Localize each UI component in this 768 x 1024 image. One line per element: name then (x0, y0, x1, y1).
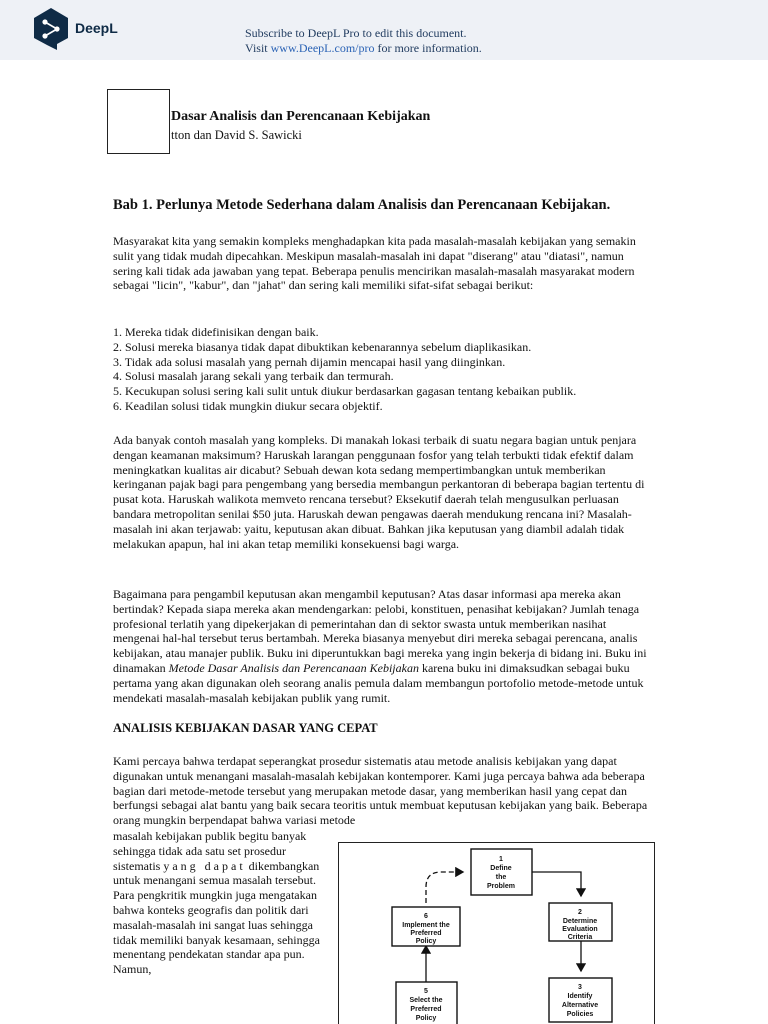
step-3-line-1: Identify (567, 993, 593, 1000)
step-3-line-3: Policies (566, 1011, 594, 1018)
book-title-italic: Metode Dasar Analisis dan Perencanaan Kebijakan (168, 660, 419, 675)
step-5-num: 5 (424, 988, 428, 995)
step-3-line-2: Alternative (561, 1002, 599, 1009)
step-6-line-3: Policy (415, 938, 437, 945)
chapter-heading: Bab 1. Perlunya Metode Sederhana dalam Analisis dan Perencanaan Kebijakan. (113, 197, 611, 213)
step-3-num: 3 (578, 984, 582, 991)
list-item: 2. Solusi mereka biasanya tidak dapat dibuktikan kebenarannya sebelum diaplikasikan. (113, 339, 532, 354)
step-2-line-2: Evaluation (562, 926, 598, 933)
notice-line-2 (245, 41, 482, 56)
step-1-line-3: Problem (486, 883, 516, 890)
step-5-line-1: Select the (409, 997, 443, 1004)
document-title: Dasar Analisis dan Perencanaan Kebijakan (171, 109, 431, 124)
list-item: 1. Mereka tidak didefinisikan dengan baik. (113, 325, 319, 339)
step-2-num: 2 (578, 909, 582, 916)
document-page (0, 60, 768, 1024)
list-item: 6. Keadilan solusi tidak mungkin diukur secara objektif. (113, 398, 383, 413)
properties-list (113, 325, 576, 414)
list-item: 4. Solusi masalah jarang sekali yang terbaik dan termurah. (113, 369, 394, 384)
deepl-pro-link[interactable]: www.DeepL.com/pro (270, 40, 375, 55)
paragraph-1: Masyarakat kita yang semakin kompleks menghadapkan kita pada masalah-masalah kebijakan yang semakin sulit yang tidak mudah dipecahkan. Meskipun masalah-masalah ini dapat "diserang" atau "diatasi", namun sering kali tidak ada jawaban yang tepat. Beberapa penulis mencirikan masalah-masalah masyarakat modern sebagai "licin", "kabur", dan "jahat" dan sering kali memiliki sifat-sifat sebagai berikut: (113, 234, 636, 293)
step-6-line-2: Preferred (410, 930, 442, 937)
step-1-line-1: Define (490, 865, 512, 872)
image-placeholder (107, 89, 170, 154)
step-1-line-2: the (495, 874, 507, 881)
arrow-6-to-1-dashed (426, 872, 463, 903)
notice-line-1: Subscribe to DeepL Pro to edit this document. (245, 26, 467, 40)
step-2-line-3: Criteria (567, 934, 593, 941)
subscribe-notice (245, 26, 482, 55)
policy-process-diagram (339, 843, 656, 1024)
document-authors: tton dan David S. Sawicki (171, 128, 302, 142)
step-5-line-2: Preferred (410, 1006, 442, 1013)
p5-text-b: dikembangkan untuk menangani semua masalah tersebut. Para pengkritik mungkin juga mengatakan bahwa konteks geografis dan politik dari masalah-masalah ini sangat luas sehingga tidak memiliki banyak kesamaan, sehingga menentang pendekatan standar apa pun. Namun, (113, 858, 320, 977)
p5-spaced-text: yang dapat (163, 858, 246, 873)
step-5-line-3: Policy (415, 1015, 437, 1022)
step-6-num: 6 (424, 913, 428, 920)
paragraph-4: Kami percaya bahwa terdapat seperangkat prosedur sistematis atau metode analisis kebijakan yang dapat digunakan untuk menangani masalah-masalah kebijakan kontemporer. Kami juga percaya bahwa ada beberapa bagian dari metode-metode tersebut yang merupakan metode dasar, yang memberikan hasil yang cepat dan berfungsi sebagai alat bantu yang baik secara teoritis untuk membuat keputusan kebijakan yang baik. Beberapa orang mungkin berpendapat bahwa variasi metode (113, 754, 648, 828)
p5-text-a: masalah kebijakan publik begitu banyak sehingga tidak ada satu set prosedur sistematis (113, 829, 307, 873)
p3-text-b: karena buku ini dimaksudkan sebagai buku pertama yang akan digunakan oleh seorang analis pemula dalam membangun portofolio metode-metode untuk mendekati masalah-masalah kebijakan publik yang rumit. (113, 660, 644, 705)
step-1-num: 1 (499, 856, 503, 863)
notice-suffix: for more information. (374, 40, 482, 55)
list-item: 3. Tidak ada solusi masalah yang pernah dijamin mencapai hasil yang diinginkan. (113, 354, 506, 369)
section-heading: ANALISIS KEBIJAKAN DASAR YANG CEPAT (113, 721, 378, 735)
policy-process-figure (338, 842, 655, 1024)
arrow-1-to-2 (532, 872, 581, 896)
paragraph-3 (113, 587, 653, 705)
brand-name: DeepL (75, 20, 118, 36)
notice-prefix: Visit (245, 40, 271, 55)
list-item: 5. Kecukupan solusi sering kali sulit untuk diukur berdasarkan gagasan tentang kebaikan publik. (113, 384, 577, 399)
p3-text-a: Bagaimana para pengambil keputusan akan mengambil keputusan? Atas dasar informasi apa mereka akan bertindak? Kepada siapa mereka akan mendengarkan: pelobi, konstituen, penasihat kebijakan? Jumlah tenaga profesional terlatih yang dipekerjakan di pemerintahan dan di sektor swasta untuk memberikan nasihat mengenai hal-hal tersebut terus bertambah. Mereka biasanya menyebut diri mereka sebagai perencana, analis kebijakan, atau manajer publik. Buku ini diperuntukkan bagi mereka yang ingin bekerja di bidang ini. Buku ini dinamakan (113, 587, 647, 675)
paragraph-2: Ada banyak contoh masalah yang kompleks. Di manakah lokasi terbaik di suatu negara bagian untuk penjara dengan keamanan maksimum? Haruskah larangan penggunaan fosfor yang telah terbukti tidak efektif dalam meningkatkan kualitas air dicabut? Sebuah dewan kota sedang mempertimbangkan untuk memberikan keringanan pajak bagi para pengembang yang bersedia membangun perkantoran di beberapa bagian tertentu di pusat kota. Haruskah walikota memveto rencana tersebut? Eksekutif daerah telah mengusulkan perluasan bandara metropolitan senilai $50 juta. Haruskah dewan pengawas daerah mendukung rencana ini? Masalah-masalah ini akan terjawab: yaitu, keputusan akan dibuat. Bahkan jika keputusan yang diambil adalah tidak melakukan apapun, hal ini akan tetap memiliki konsekuensi bagi warga. (113, 433, 645, 551)
paragraph-5 (113, 829, 328, 977)
step-6-line-1: Implement the (402, 922, 450, 929)
step-2-line-1: Determine (562, 918, 598, 925)
deepl-logo-icon (33, 7, 69, 51)
deepl-banner (0, 0, 768, 60)
